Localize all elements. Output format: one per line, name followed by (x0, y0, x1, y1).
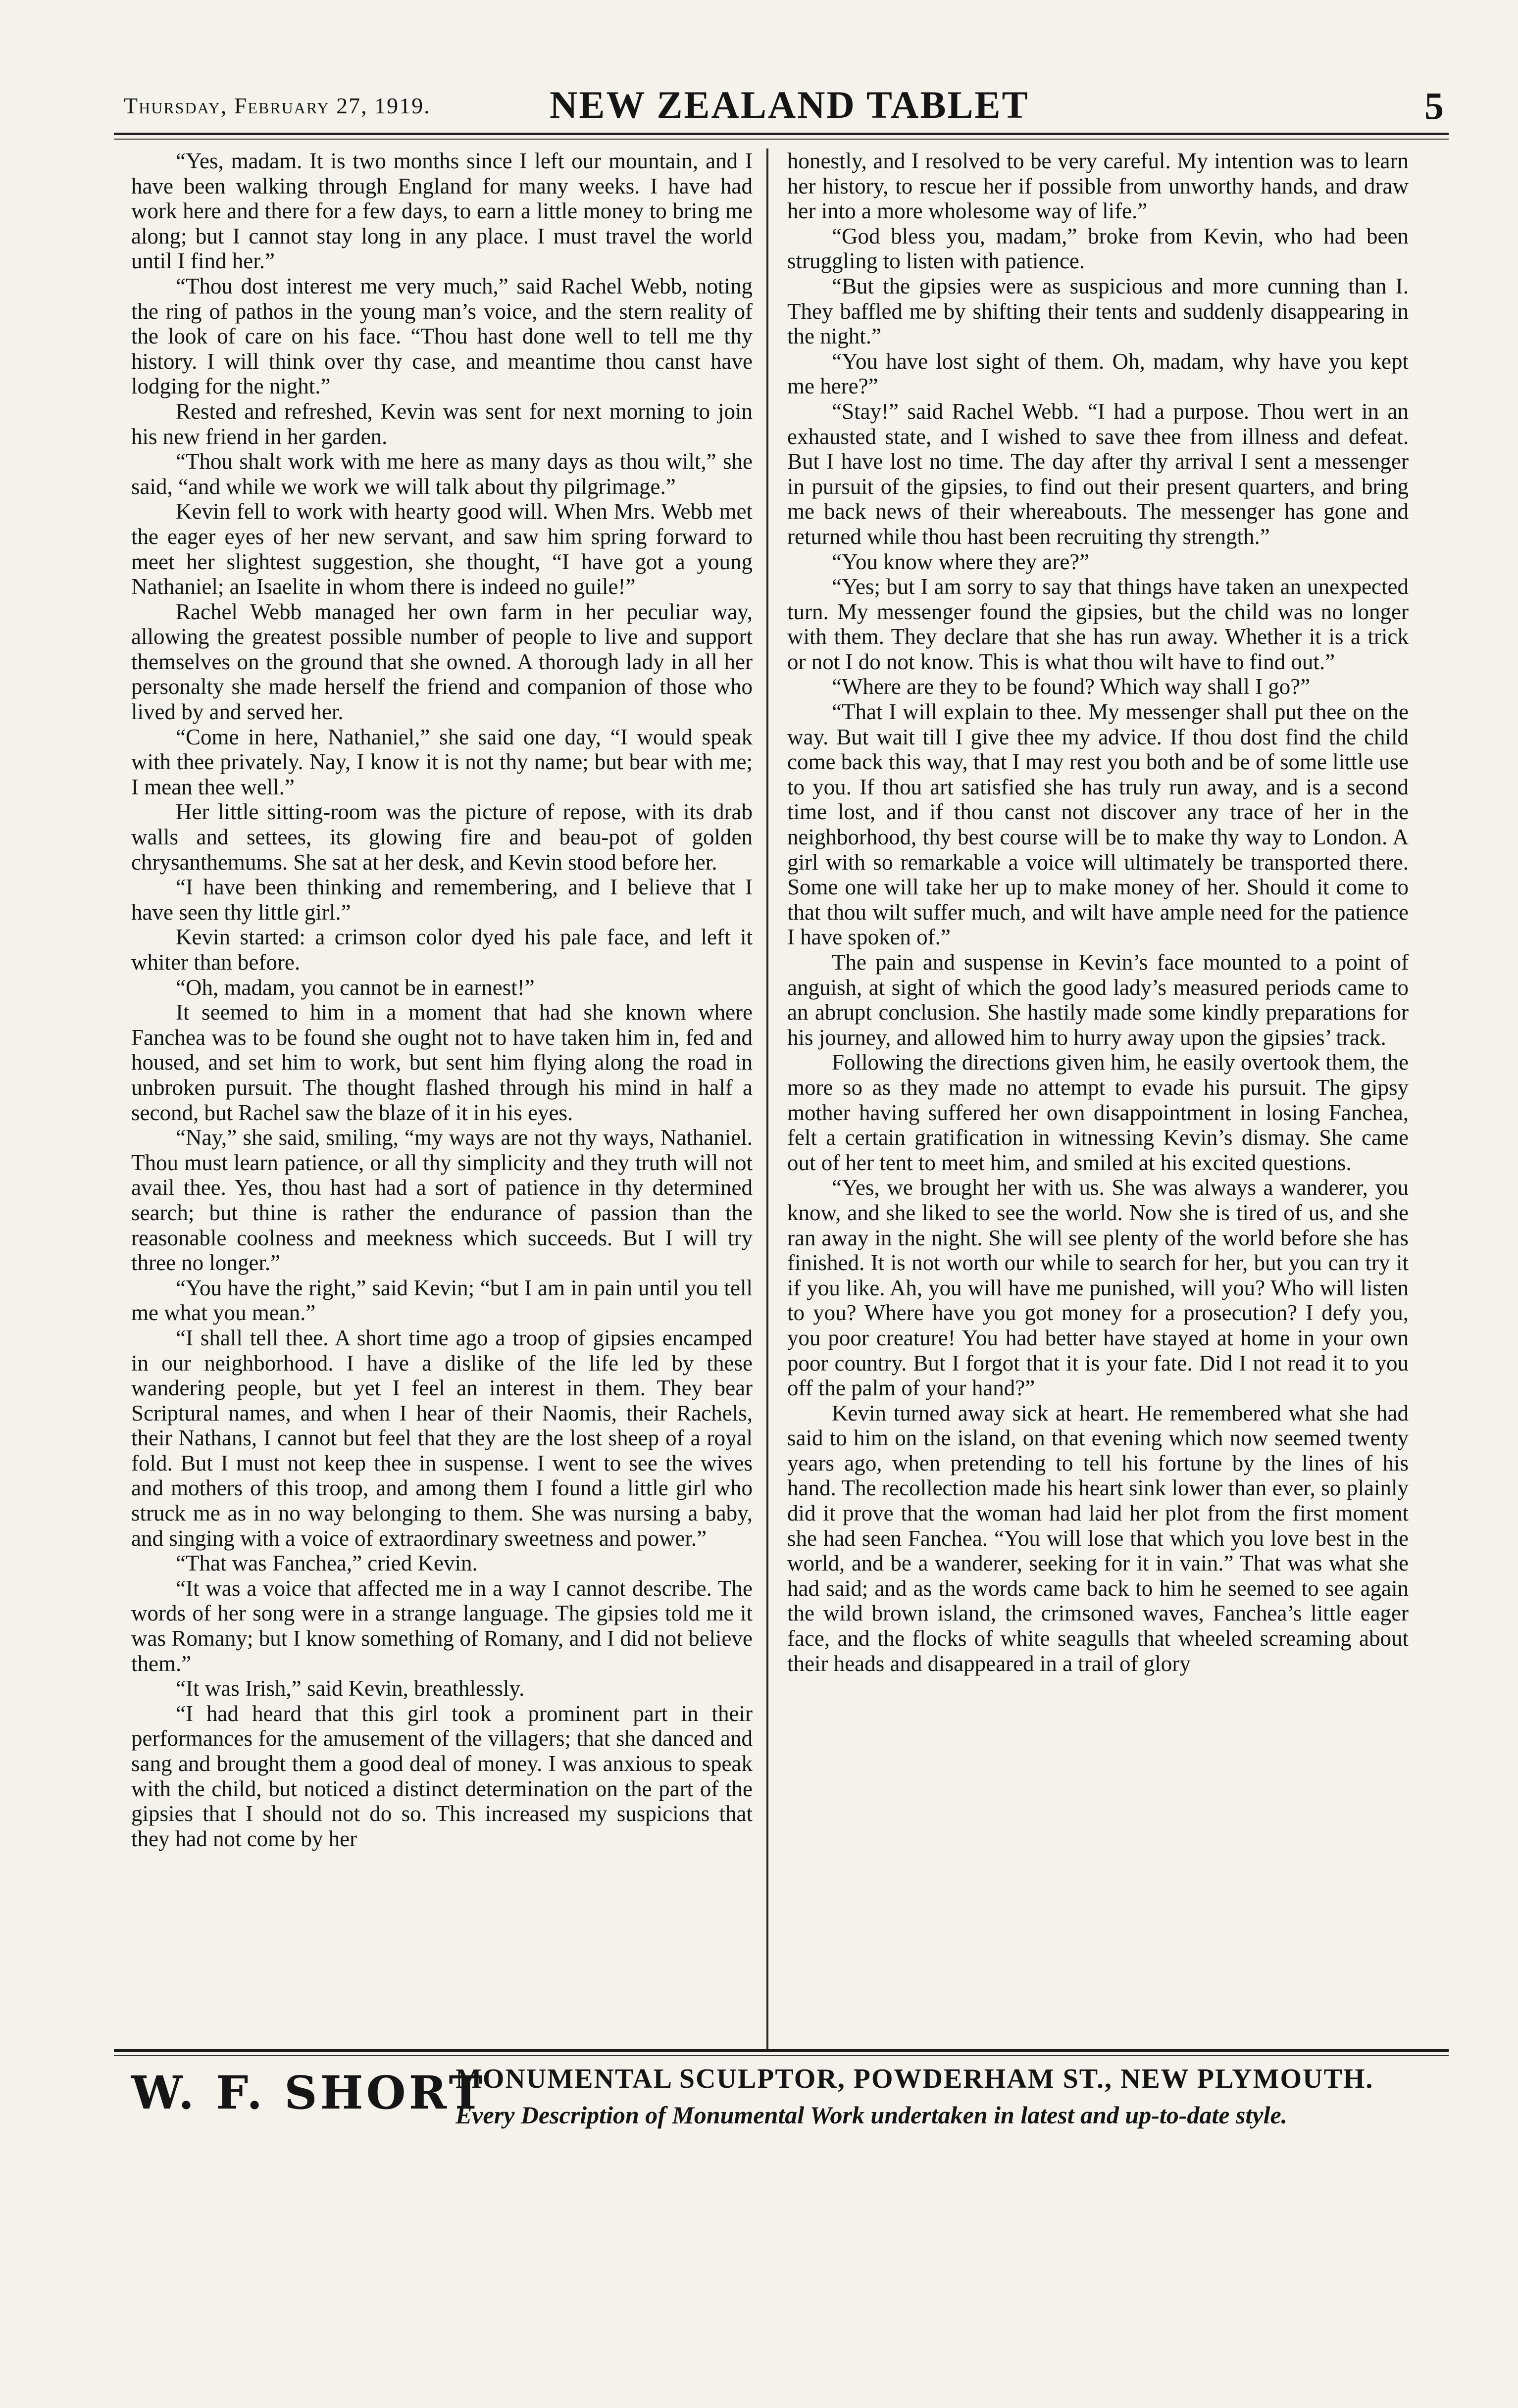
paragraph: “It was a voice that affected me in a way I cannot describe. The words of her song were in a strange language. The gipsies told me it was Romany; but I know something of Romany, and I did not believe them.” (131, 1575, 753, 1676)
advert-tagline: Every Description of Monumental Work undertaken in latest and up-to-date style. (455, 2101, 1288, 2129)
paragraph: “Nay,” she said, smiling, “my ways are not thy ways, Nathaniel. Thou must learn patience, or all thy simplicity and they truth will not avail thee. Yes, thou hast had a sort of patience in thy determined search; but thine is rather the endurance of passion than the reasonable coolness and meekness which succeeds. But I will try three no longer.” (131, 1125, 753, 1276)
paragraph: It seemed to him in a moment that had she known where Fanchea was to be found she ought not to have taken him in, fed and housed, and set him to work, but sent him flying along the road in unbroken pursuit. The thought flashed through his mind in half a second, but Rachel saw the blaze of it in his eyes. (131, 1000, 753, 1125)
paragraph: “Yes, madam. It is two months since I left our mountain, and I have been walking through England for many weeks. I have had work here and there for a few days, to earn a little money to bring me along; but I cannot stay long in any place. I must travel the world until I find her.” (131, 148, 753, 274)
page-header (114, 82, 1449, 141)
paragraph: “You have the right,” said Kevin; “but I am in pain until you tell me what you mean.” (131, 1275, 753, 1326)
paragraph: “That I will explain to thee. My messenger shall put thee on the way. But wait till I give thee my advice. If thou dost find the child come back this way, that I may rest you both and be of some little use to you. If thou art satisfied she has truly run away, and is a second time lost, and if thou canst not discover any trace of her in the neighborhood, thy best course will be to make thy way to London. A girl with so remarkable a voice will ultimately be transported there. Some one will take her up to make money of her. Should it come to that thou wilt suffer much, and wilt have ample need for the patience I have spoken of.” (787, 699, 1409, 950)
paragraph: Rachel Webb managed her own farm in her peculiar way, allowing the greatest possible number of people to live and support themselves on the ground that she owned. A thorough lady in all her personalty she made herself the friend and companion of those who lived by and served her. (131, 599, 753, 725)
advert-headline: MONUMENTAL SCULPTOR, POWDERHAM ST., NEW PLYMOUTH. (455, 2064, 1374, 2094)
paragraph: “It was Irish,” said Kevin, breathlessly. (176, 1676, 525, 1701)
footer-rule (114, 2049, 1449, 2052)
paragraph: “Where are they to be found? Which way shall I go?” (832, 674, 1311, 699)
paragraph: “Yes; but I am sorry to say that things have taken an unexpected turn. My messenger found the gipsies, but the child was no longer with them. They declare that she has run away. Whether it is a trick or not I do not know. This is what thou wilt have to find out.” (787, 574, 1409, 674)
column-divider (766, 148, 768, 2049)
paragraph: “Yes, we brought her with us. She was always a wanderer, you know, and she liked to see the world. Now she is tired of us, and she ran away in the night. She will see plenty of the world before she has finished. It is not worth our while to search for her, but you can try it if you like. Ah, you will have me punished, will you? Who will listen to you? Where have you got money for a prosecution? I defy you, you poor creature! You had better have stayed at home in your own poor country. But I forgot that it is your fate. Did I not read it to you off the palm of your hand?” (787, 1175, 1409, 1401)
advertisement (114, 2059, 1449, 2143)
advertiser-name: W. F. SHORT (131, 2066, 486, 2119)
paragraph: The pain and suspense in Kevin’s face mounted to a point of anguish, at sight of which the good lady’s measured periods came to an abrupt conclusion. She hastily made some kindly preparations for his journey, and allowed him to hurry away upon the gipsies’ track. (787, 950, 1409, 1050)
paragraph: honestly, and I resolved to be very careful. My intention was to learn her history, to rescue her if possible from unworthy hands, and draw her into a more wholesome way of life.” (787, 148, 1409, 224)
paragraph: Kevin started: a crimson color dyed his pale face, and left it whiter than before. (131, 925, 753, 975)
issue-date: Thursday, February 27, 1919. (124, 93, 431, 118)
paragraph: “Stay!” said Rachel Webb. “I had a purpose. Thou wert in an exhausted state, and I wished to save thee from illness and defeat. But I have lost no time. The day after thy arrival I sent a messenger in pursuit of the gipsies, to find out their present quarters, and bring me back news of their whereabouts. The messenger has gone and returned while thou hast been recruiting thy strength.” (787, 398, 1409, 549)
paragraph: “That was Fanchea,” cried Kevin. (176, 1551, 478, 1576)
paragraph: “Thou shalt work with me here as many days as thou wilt,” she said, “and while we work we will talk about thy pilgrimage.” (131, 449, 753, 499)
paragraph: “I have been thinking and remembering, and I believe that I have seen thy little girl.” (131, 875, 753, 925)
header-rule-thin (114, 139, 1449, 140)
paragraph: Kevin turned away sick at heart. He remembered what she had said to him on the island, on that evening which now seemed twenty years ago, when pretending to tell his fortune by the lines of his hand. The recollection made his heart sink lower than ever, so plainly did it prove that the woman had laid her plot from the first moment she had seen Fanchea. “You will lose that which you love best in the world, and be a wanderer, seeking for it in vain.” That was what she had said; and as the words came back to him he seemed to see again the wild brown island, the crimsoned waves, Fanchea’s little eager face, and the flocks of white seagulls that wheeled screaming about their heads and disappeared in a trail of glory (787, 1400, 1409, 1676)
footer-rule-thin (114, 2055, 1449, 2056)
paragraph: Kevin fell to work with hearty good will. When Mrs. Webb met the eager eyes of her new servant, and saw him spring forward to meet her slightest suggestion, she thought, “I have got a young Nathaniel; an Isaelite in whom there is indeed no guile!” (131, 499, 753, 599)
paragraph: “I shall tell thee. A short time ago a troop of gipsies encamped in our neighborhood. I have a dislike of the life led by these wandering people, but yet I feel an interest in them. They bear Scriptural names, and when I hear of their Naomis, their Rachels, their Nathans, I cannot but feel that they are the lost sheep of a royal fold. But I must not keep thee in suspense. I went to see the wives and mothers of this troop, and among them I found a little girl who struck me as in no way belonging to them. She was nursing a baby, and singing with a voice of extraordinary sweetness and power.” (131, 1325, 753, 1551)
paragraph: “Oh, madam, you cannot be in earnest!” (176, 975, 535, 1000)
header-rule (114, 133, 1449, 135)
paragraph: “God bless you, madam,” broke from Kevin, who had been struggling to listen with patience. (787, 223, 1409, 274)
paragraph: “I had heard that this girl took a prominent part in their performances for the amusement of the villagers; that she danced and sang and brought them a good deal of money. I was anxious to speak with the child, but noticed a distinct determination on the part of the gipsies that I should not do so. This increased my suspicions that they had not come by her (131, 1701, 753, 1851)
page-number: 5 (1424, 84, 1444, 127)
left-column (131, 148, 753, 2044)
paragraph: “Thou dost interest me very much,” said Rachel Webb, noting the ring of pathos in the young man’s voice, and the stern reality of the look of care on his face. “Thou hast done well to tell me thy history. I will think over thy case, and meantime thou canst have lodging for the night.” (131, 273, 753, 399)
paragraph: “But the gipsies were as suspicious and more cunning than I. They baffled me by shifting their tents and suddenly disappearing in the night.” (787, 273, 1409, 349)
paragraph: Her little sitting-room was the picture of repose, with its drab walls and settees, its glowing fire and beau-pot of golden chrysanthemums. She sat at her desk, and Kevin stood before her. (131, 799, 753, 875)
paragraph: “You have lost sight of them. Oh, madam, why have you kept me here?” (787, 348, 1409, 399)
paragraph: Following the directions given him, he easily overtook them, the more so as they made no attempt to evade his pursuit. The gipsy mother having suffered her own disappointment in losing Fanchea, felt a certain gratification in witnessing Kevin’s dismay. She came out of her tent to meet him, and smiled at his excited questions. (787, 1050, 1409, 1175)
right-column (787, 148, 1409, 2044)
paragraph: “Come in here, Nathaniel,” she said one day, “I would speak with thee privately. Nay, I know it is not thy name; but bear with me; I mean thee well.” (131, 724, 753, 799)
paragraph: “You know where they are?” (832, 549, 1090, 574)
newspaper-title: NEW ZEALAND TABLET (550, 83, 1029, 126)
paragraph: Rested and refreshed, Kevin was sent for next morning to join his new friend in her garden. (131, 398, 753, 449)
